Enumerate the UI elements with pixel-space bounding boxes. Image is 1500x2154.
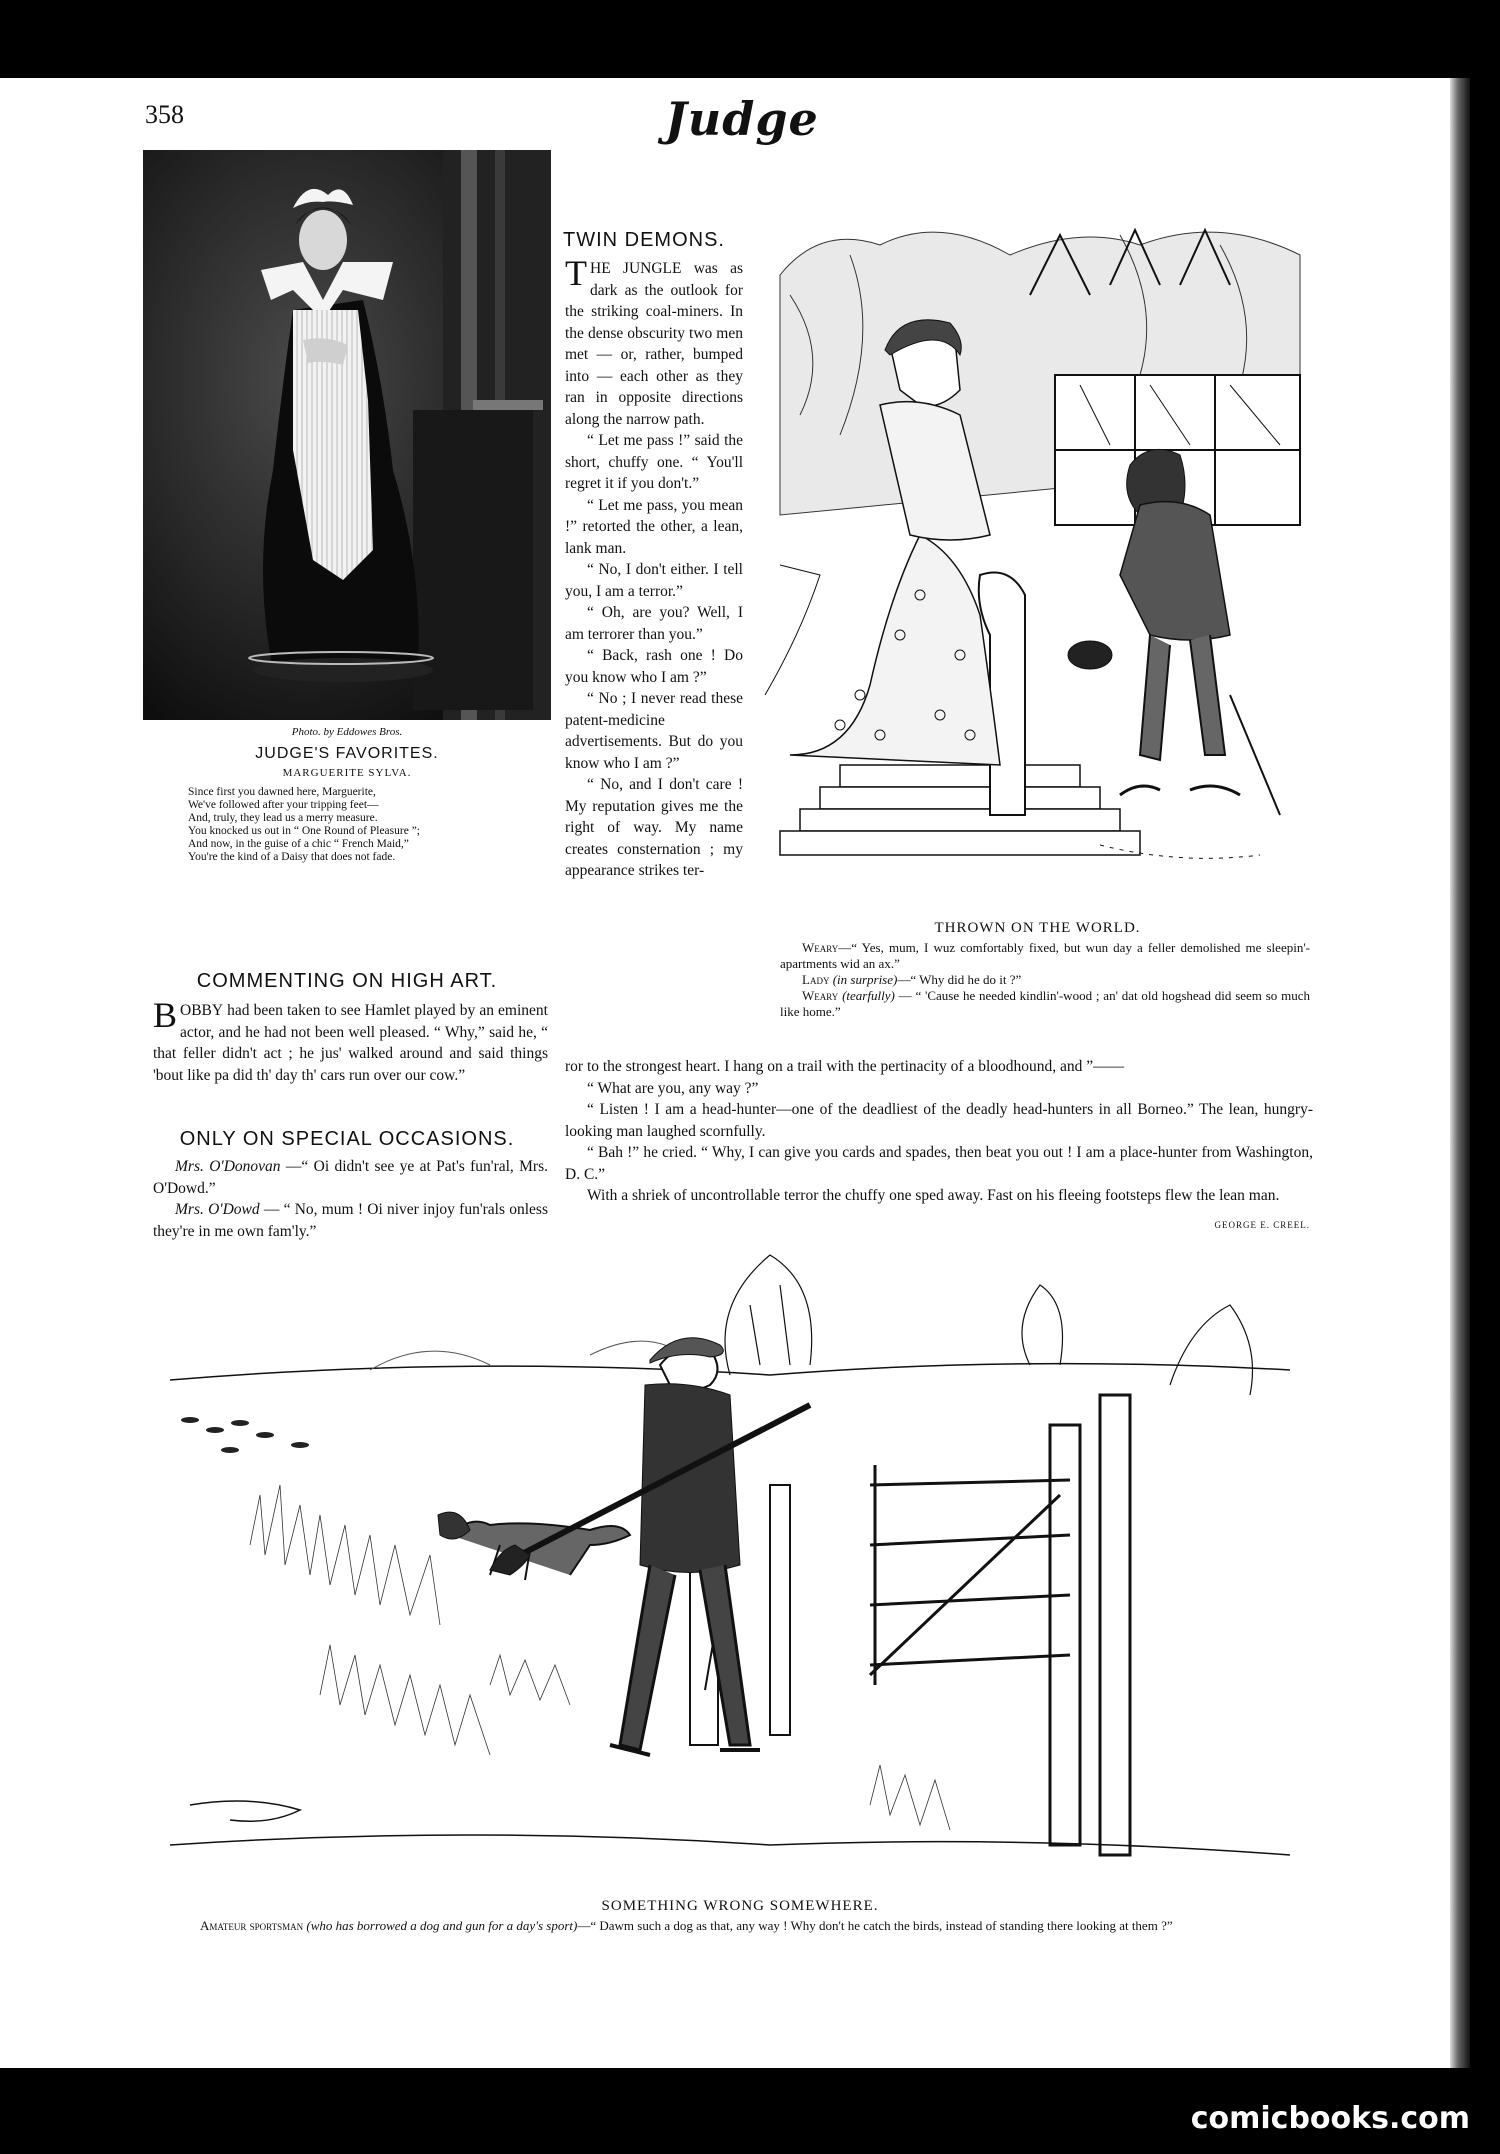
photo-subtitle: MARGUERITE SYLVA. — [282, 767, 412, 779]
paragraph: “ Oh, are you? Well, I am terrorer than you.” — [565, 604, 743, 643]
thrown-on-world-illustration — [760, 215, 1315, 905]
stage-direction: (tearfully) — [838, 988, 895, 1003]
paragraph: was as dark as the outlook for the striking coal-miners. In the dense obscurity two men met — or, rather, bumped into — each other as they ran in opposite directions along the narrow path. — [565, 260, 743, 428]
actress-photo — [143, 150, 551, 720]
page-number: 358 — [145, 100, 184, 129]
speaker-name: Mrs. O'Donovan — [175, 1158, 281, 1175]
watermark: comicbooks.com — [1190, 2101, 1470, 2136]
page-spine-shadow — [1450, 78, 1470, 2068]
special-heading: ONLY ON SPECIAL OCCASIONS. — [179, 1128, 515, 1150]
speaker-name: Weary — [802, 988, 839, 1003]
poem-line: And, truly, they lead us a merry measure. — [188, 812, 378, 824]
poem-line: And now, in the guise of a chic “ French Maid,” — [188, 838, 409, 850]
thrown-caption — [780, 940, 1310, 1020]
paragraph: “ What are you, any way ?” — [587, 1079, 759, 1097]
paragraph: “ No ; I never read these patent-medicine advertisements. But do you know who I am ?” — [565, 690, 743, 772]
poem-line: You knocked us out in “ One Round of Pleasure ”; — [188, 825, 420, 837]
author-credit: GEORGE E. CREEL. — [1214, 1220, 1310, 1230]
drop-cap: T — [565, 253, 587, 293]
stage-direction: (in surprise) — [829, 972, 898, 987]
paragraph: “ Listen ! I am a head-hunter—one of the deadliest of the deadly head-hunters in all Borneo.” The lean, hungry-looking man laughed scornfully. — [565, 1101, 1313, 1140]
dialogue-line: — “ 'Cause he needed kindlin'-wood ; an' dat old hogshead did seem so much like home.” — [780, 988, 1310, 1019]
high-art-text: had been taken to see Hamlet played by an eminent actor, and he had not been well pleased. “ Why,” said he, “ that feller didn't act ; he jus' walked around and said things 'bout like pa did th' day th' cars run over our cow.” — [153, 1002, 548, 1084]
dialogue-line: — “ No, mum ! Oi niver injoy fun'rals onless they're in me own fam'ly.” — [153, 1201, 548, 1240]
lead-word: HE JUNGLE — [590, 260, 682, 277]
speaker-name: Mrs. O'Dowd — [175, 1201, 260, 1218]
twin-demons-heading: TWIN DEMONS. — [563, 229, 725, 251]
poem-line: Since first you dawned here, Marguerite, — [188, 786, 376, 798]
paragraph: “ Let me pass, you mean !” retorted the other, a lean, lank man. — [565, 496, 743, 557]
paragraph: “ No, and I don't care ! My reputation gives me the right of way. My name creates consternation ; my appearance strikes ter- — [565, 776, 743, 879]
sportsman-caption — [165, 1918, 1325, 1934]
dialogue-line: —“ Oi didn't see ye at Pat's fun'ral, Mrs. O'Dowd.” — [153, 1158, 548, 1197]
photo-credit: Photo. by Eddowes Bros. — [291, 726, 403, 738]
twin-demons-column — [565, 253, 743, 882]
high-art-heading: COMMENTING ON HIGH ART. — [196, 970, 498, 992]
paragraph: “ Let me pass !” said the short, chuffy one. “ You'll regret it if you don't.” — [565, 432, 743, 492]
dialogue-line: —“ Why did he do it ?” — [897, 972, 1022, 987]
paragraph: “ No, I don't either. I tell you, I am a terror.” — [565, 561, 743, 600]
speaker-name: Lady — [802, 972, 830, 987]
dialogue-line: —“ Yes, mum, I wuz comfortably fixed, but wun day a feller demolished me sleepin'-apartments wid an ax.” — [780, 940, 1310, 971]
dialogue-line: —“ Dawm such a dog as that, any way ! Why don't he catch the birds, instead of standing there looking at them ?” — [577, 1918, 1173, 1933]
photo-title: JUDGE'S FAVORITES. — [255, 745, 439, 762]
bottom-black-border — [0, 2068, 1500, 2154]
sportsman-illustration — [170, 1245, 1290, 1890]
sportsman-title: SOMETHING WRONG SOMEWHERE. — [601, 1898, 879, 1914]
thrown-title: THROWN ON THE WORLD. — [934, 920, 1141, 936]
paragraph: “ Bah !” he cried. “ Why, I can give you cards and spades, then beat you out ! I am a place-hunter from Washington, D. C.” — [565, 1144, 1313, 1183]
paragraph: “ Back, rash one ! Do you know who I am ?” — [565, 647, 743, 686]
top-black-border — [0, 0, 1500, 78]
photo-poem — [188, 786, 548, 864]
twin-demons-continuation — [565, 1056, 1313, 1207]
high-art-body — [153, 995, 548, 1086]
speaker-name: Weary — [802, 940, 839, 955]
special-body — [153, 1156, 548, 1242]
poem-line: You're the kind of a Daisy that does not fade. — [188, 851, 396, 863]
speaker-name: Amateur sportsman — [200, 1918, 304, 1933]
paragraph: ror to the strongest heart. I hang on a trail with the pertinacity of a bloodhound, and ”—— — [565, 1058, 1125, 1075]
poem-line: We've followed after your tripping feet— — [188, 799, 379, 811]
paragraph: With a shriek of uncontrollable terror the chuffy one sped away. Fast on his fleeing footsteps flew the lean man. — [587, 1187, 1280, 1204]
masthead-logo: Judge — [665, 92, 819, 146]
lead-word: OBBY — [180, 1002, 224, 1019]
drop-cap: B — [153, 995, 178, 1035]
stage-direction: (who has borrowed a dog and gun for a day's sport) — [303, 1918, 578, 1933]
